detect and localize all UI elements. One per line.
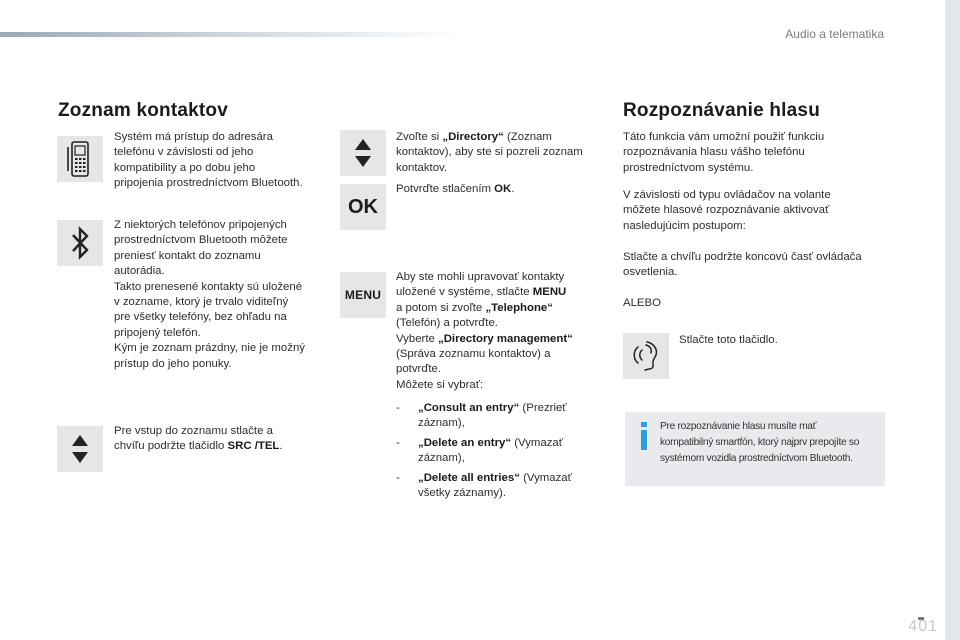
info-note-box <box>625 412 885 486</box>
bluetooth-icon <box>68 226 92 260</box>
bluetooth-icon-box <box>57 220 103 266</box>
page-number: 401 <box>908 618 938 635</box>
edit-contacts-instruction: Aby ste mohli upravovať kontakty uložené v systéme, stlačte MENU a potom si zvoľte „Telephone“ (Telefón) a potvrďte. Vyberte „Directory management“ (Správa zoznamu kontaktov) a potvrďte. Môžete si vybrať: <box>396 271 573 391</box>
ok-button-label: OK <box>348 195 378 218</box>
list-item: - „Consult an entry“ (Prezrieť záznam), <box>396 402 567 430</box>
or-text: ALEBO <box>623 297 661 309</box>
up-down-arrows-icon <box>351 136 375 170</box>
press-button-text: Stlačte toto tlačidlo. <box>679 334 778 346</box>
menu-button-label: MENU <box>344 288 382 302</box>
phone-icon-box <box>57 136 103 182</box>
ok-button-icon-box <box>340 184 386 230</box>
voice-controls-text: V závislosti od typu ovládačov na volante môžete hlasové rozpoznávanie aktivovať nasledujúcim postupom: <box>623 189 831 232</box>
voice-command-icon <box>629 339 663 373</box>
arrows-icon-box-middle <box>340 130 386 176</box>
voice-recognition-heading: Rozpoznávanie hlasu <box>623 100 821 121</box>
info-icon <box>639 422 649 450</box>
page-edge-strip <box>945 0 960 640</box>
directory-options-list <box>396 401 606 505</box>
list-item: - „Delete all entries“ (Vymazať všetky záznamy). <box>396 471 572 500</box>
up-down-arrows-icon <box>68 432 92 466</box>
contacts-heading: Zoznam kontaktov <box>58 100 228 121</box>
directory-instruction: Zvoľte si „Directory“ (Zoznam kontaktov), aby ste si pozreli zoznam kontaktov. <box>396 131 583 174</box>
voice-intro-text: Táto funkcia vám umožní použiť funkciu rozpoznávania hlasu vášho telefónu prostredníctvom systému. <box>623 131 825 174</box>
mobile-phone-icon <box>66 139 94 179</box>
list-item: - „Delete an entry“ (Vymazať záznam), <box>396 436 564 465</box>
header-gradient-bar <box>0 32 460 37</box>
arrows-icon-box-left <box>57 426 103 472</box>
lighting-stalk-text: Stlačte a chvíľu podržte koncovú časť ovládača osvetlenia. <box>623 251 862 279</box>
voice-button-icon-box <box>623 333 669 379</box>
menu-button-icon-box <box>340 272 386 318</box>
bluetooth-transfer-text: Z niektorých telefónov pripojených prostredníctvom Bluetooth môžete preniesť kontakt do zoznamu autorádia. Takto prenesené kontakty sú uložené v zozname, ktorý je trvalo viditeľný pre všetky telefóny, bez ohľadu na pripojený telefón. Kým je zoznam prázdny, nie je možný prístup do jeho ponuky. <box>114 219 305 370</box>
src-tel-instruction: Pre vstup do zoznamu stlačte a chvíľu podržte tlačidlo SRC /TEL. <box>114 425 283 453</box>
contacts-intro-text: Systém má prístup do adresára telefónu v závislosti od jeho kompatibility a po dobu jeho pripojenia prostredníctvom Bluetooth. <box>114 131 303 190</box>
section-label: Audio a telematika <box>785 27 884 41</box>
info-note-text: Pre rozpoznávanie hlasu musíte mať kompatibilný smartfón, ktorý najprv prepojíte so systémom vozidla prostredníctvom Bluetooth. <box>660 421 860 464</box>
confirm-ok-text: Potvrďte stlačením OK. <box>396 183 515 195</box>
